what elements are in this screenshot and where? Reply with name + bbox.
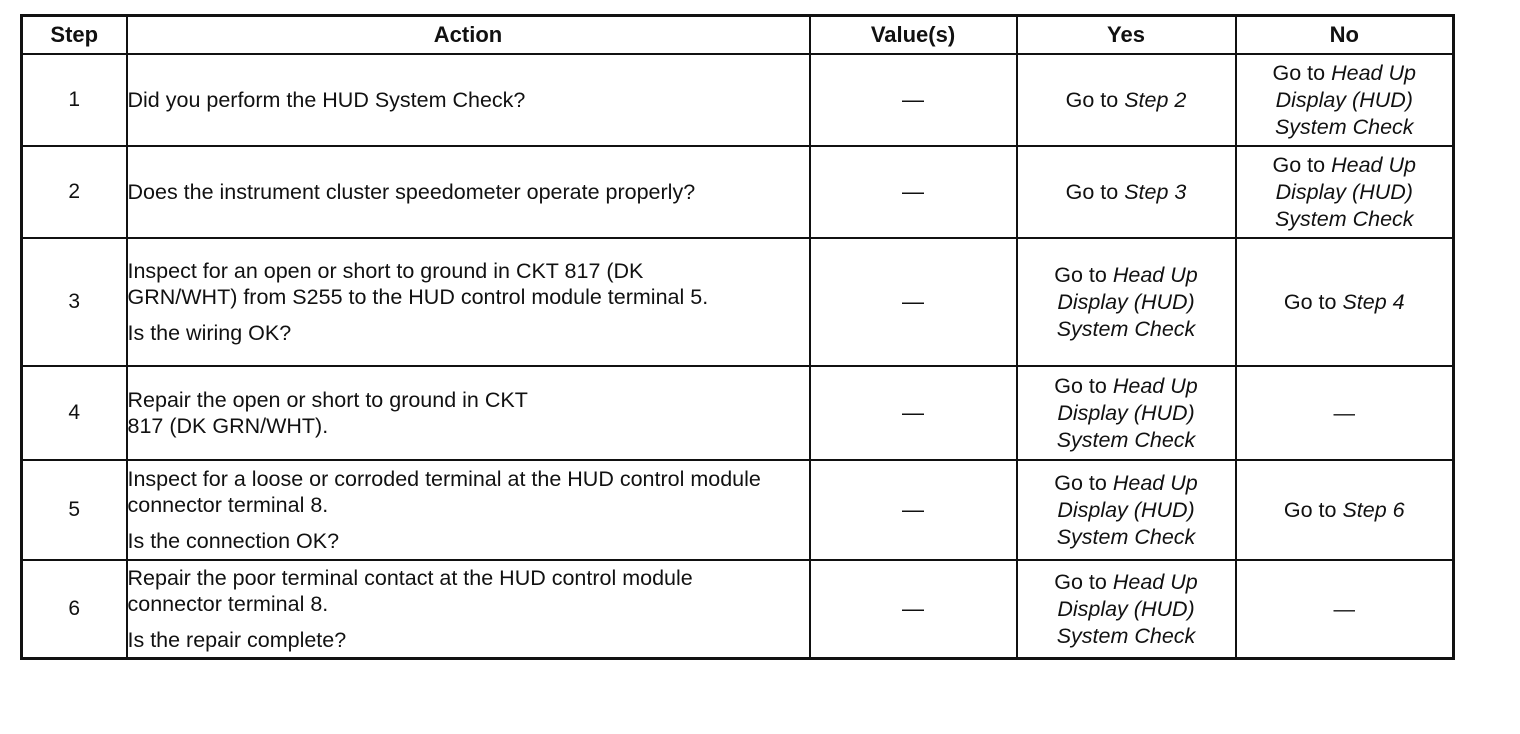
- action-question: Is the repair complete?: [127, 628, 347, 652]
- yes-prefix: Go to: [1054, 569, 1113, 594]
- diagnostic-table: [20, 14, 1455, 660]
- action-cell: [127, 238, 810, 366]
- no-link[interactable]: Step 4: [1342, 289, 1405, 314]
- yes-link[interactable]: Head Up Display (HUD) System Check: [1056, 262, 1198, 341]
- yes-cell: [1017, 146, 1236, 238]
- yes-cell: [1017, 366, 1236, 460]
- step-number: 5: [22, 460, 127, 560]
- table-row: [22, 146, 1454, 238]
- step-number: 4: [22, 366, 127, 460]
- action-cell: [127, 560, 810, 659]
- header-step: Step: [22, 16, 127, 55]
- no-cell: [1236, 238, 1454, 366]
- action-cell: [127, 460, 810, 560]
- action-text: Inspect for an open or short to ground in CKT 817 (DK GRN/WHT) from S255 to the HUD control module terminal 5.: [127, 259, 709, 309]
- yes-cell: [1017, 238, 1236, 366]
- value-cell: —: [810, 54, 1017, 146]
- value-cell: —: [810, 238, 1017, 366]
- action-cell: [127, 366, 810, 460]
- header-action: Action: [127, 16, 810, 55]
- yes-prefix: Go to: [1065, 87, 1125, 112]
- action-cell: [127, 54, 810, 146]
- no-cell: [1236, 146, 1454, 238]
- action-text: Repair the open or short to ground in CKT 817 (DK GRN/WHT).: [127, 388, 528, 438]
- yes-prefix: Go to: [1054, 470, 1113, 495]
- value-cell: —: [810, 460, 1017, 560]
- value-cell: —: [810, 366, 1017, 460]
- yes-link[interactable]: Step 3: [1124, 179, 1187, 204]
- header-no: No: [1236, 16, 1454, 55]
- no-cell: [1236, 54, 1454, 146]
- yes-prefix: Go to: [1065, 179, 1125, 204]
- no-prefix: Go to: [1272, 152, 1332, 177]
- step-number: 2: [22, 146, 127, 238]
- yes-prefix: Go to: [1054, 262, 1113, 287]
- header-yes: Yes: [1017, 16, 1236, 55]
- yes-link[interactable]: Head Up Display (HUD) System Check: [1056, 373, 1198, 452]
- step-number: 1: [22, 54, 127, 146]
- action-text: Repair the poor terminal contact at the HUD control module connector terminal 8.: [127, 566, 693, 616]
- table-row: [22, 366, 1454, 460]
- action-question: Is the connection OK?: [127, 529, 340, 553]
- step-number: 3: [22, 238, 127, 366]
- no-prefix: Go to: [1283, 289, 1343, 314]
- no-cell: [1236, 460, 1454, 560]
- yes-cell: [1017, 560, 1236, 659]
- value-cell: —: [810, 146, 1017, 238]
- yes-cell: [1017, 54, 1236, 146]
- no-link[interactable]: Head Up Display (HUD) System Check: [1274, 60, 1416, 139]
- yes-link[interactable]: Head Up Display (HUD) System Check: [1056, 569, 1198, 648]
- no-cell: [1236, 560, 1454, 659]
- no-link[interactable]: Step 6: [1342, 497, 1405, 522]
- yes-link[interactable]: Head Up Display (HUD) System Check: [1056, 470, 1198, 549]
- action-text: Inspect for a loose or corroded terminal at the HUD control module connector terminal 8.: [127, 467, 761, 517]
- no-cell: [1236, 366, 1454, 460]
- action-text: Does the instrument cluster speedometer operate properly?: [127, 180, 696, 204]
- yes-cell: [1017, 460, 1236, 560]
- header-values: Value(s): [810, 16, 1017, 55]
- table-row: [22, 560, 1454, 659]
- table-row: [22, 54, 1454, 146]
- action-text: Did you perform the HUD System Check?: [127, 88, 526, 112]
- no-link[interactable]: Head Up Display (HUD) System Check: [1274, 152, 1416, 231]
- action-question: Is the wiring OK?: [127, 321, 292, 345]
- step-number: 6: [22, 560, 127, 659]
- table-row: [22, 238, 1454, 366]
- action-cell: [127, 146, 810, 238]
- no-value: —: [1333, 596, 1355, 621]
- no-prefix: Go to: [1272, 60, 1332, 85]
- yes-prefix: Go to: [1054, 373, 1113, 398]
- yes-link[interactable]: Step 2: [1124, 87, 1187, 112]
- no-prefix: Go to: [1283, 497, 1343, 522]
- no-value: —: [1333, 400, 1355, 425]
- header-row: [22, 16, 1454, 55]
- value-cell: —: [810, 560, 1017, 659]
- table-row: [22, 460, 1454, 560]
